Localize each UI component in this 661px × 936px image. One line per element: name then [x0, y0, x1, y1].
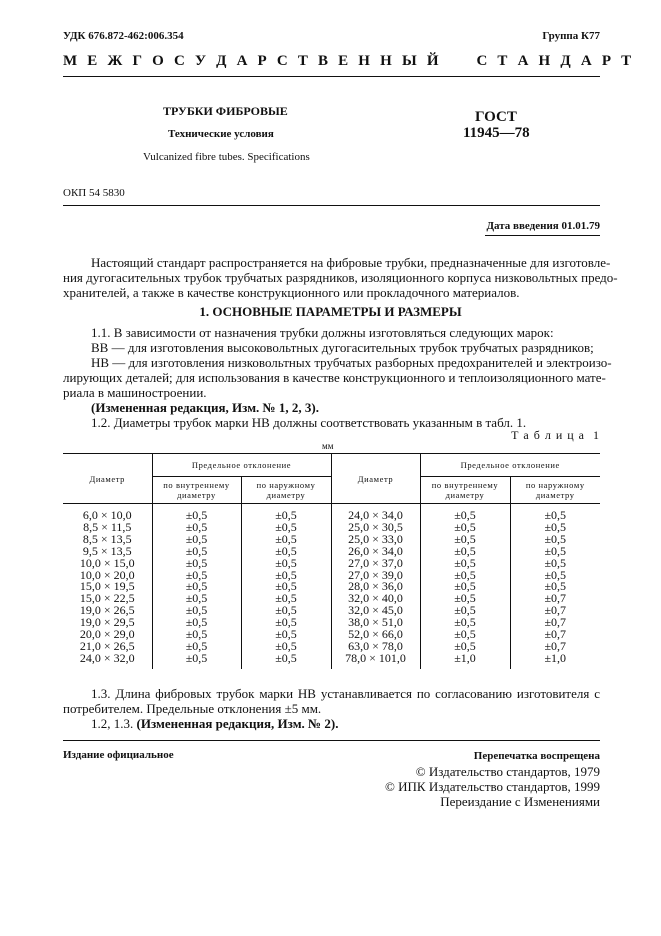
table-cell: ±0,5: [152, 629, 241, 641]
table-cell: ±0,5: [241, 605, 331, 617]
official-edition: Издание официальное: [63, 749, 174, 761]
reprint-notice: Перепечатка воспрещена: [473, 750, 600, 762]
header-inner-right: по внутреннему диаметру: [420, 477, 510, 504]
date-introduction: [486, 220, 600, 232]
table-cell: ±0,7: [510, 641, 600, 653]
header-deviation-left: Предельное отклонение: [152, 454, 331, 477]
table-row: [63, 605, 600, 617]
table-cell: ±0,5: [152, 504, 241, 522]
table-cell: 20,0 × 29,0: [63, 629, 152, 641]
table-cell: 78,0 × 101,0: [331, 653, 420, 669]
table-cell: ±0,5: [420, 617, 510, 629]
table-cell: 25,0 × 33,0: [331, 534, 420, 546]
header-diameter-right: Диаметр: [331, 454, 420, 504]
table-cell: ±0,5: [420, 581, 510, 593]
table-cell: 24,0 × 34,0: [331, 504, 420, 522]
table-cell: ±0,5: [241, 617, 331, 629]
table-row: [63, 570, 600, 582]
table-row: [63, 629, 600, 641]
table-cell: ±0,5: [420, 629, 510, 641]
table-cell: 10,0 × 20,0: [63, 570, 152, 582]
table-cell: ±0,5: [420, 570, 510, 582]
table-row: [63, 534, 600, 546]
group-code: Группа К77: [542, 30, 600, 42]
table-cell: 10,0 × 15,0: [63, 558, 152, 570]
table-cell: ±0,5: [152, 570, 241, 582]
table-cell: ±0,5: [241, 629, 331, 641]
nv-line-2: лирующих деталей; для использования в качестве конструкционного и теплоизоляционного мате-: [63, 370, 606, 385]
edit-note-2-text: (Измененная редакция, Изм. № 2).: [136, 716, 339, 731]
header-outer-right: по наружному диаметру: [510, 477, 600, 504]
table-cell: ±0,5: [420, 504, 510, 522]
copyright-1979: © Издательство стандартов, 1979: [415, 764, 600, 779]
table-cell: 19,0 × 29,5: [63, 617, 152, 629]
table-cell: ±0,5: [152, 653, 241, 669]
edit-note-1: (Измененная редакция, Изм. № 1, 2, 3).: [91, 400, 319, 415]
header-deviation-right: Предельное отклонение: [420, 454, 600, 477]
table-cell: ±0,5: [241, 570, 331, 582]
table-cell: ±0,5: [510, 534, 600, 546]
okp-code: ОКП 54 5830: [63, 187, 125, 199]
date-intro-label: Дата введения: [486, 220, 559, 232]
table-cell: 52,0 × 66,0: [331, 629, 420, 641]
table-1: [63, 453, 600, 669]
header-outer-left: по наружному диаметру: [241, 477, 331, 504]
table-cell: ±0,5: [152, 522, 241, 534]
table-cell: 32,0 × 40,0: [331, 593, 420, 605]
table-cell: ±0,5: [510, 558, 600, 570]
table-cell: ±0,5: [241, 641, 331, 653]
date-rule: [485, 235, 600, 236]
table-cell: ±0,5: [420, 546, 510, 558]
table-row: [63, 653, 600, 669]
table-caption: Т а б л и ц а 1: [511, 428, 600, 442]
table-cell: 8,5 × 13,5: [63, 534, 152, 546]
table-unit: мм: [322, 441, 334, 451]
table-cell: ±0,7: [510, 593, 600, 605]
para-1-3-line-2: потребителем. Предельные отклонения ±5 мм.: [63, 701, 322, 716]
header-inner-left: по внутреннему диаметру: [152, 477, 241, 504]
table-cell: ±0,7: [510, 617, 600, 629]
table-cell: ±0,5: [510, 570, 600, 582]
table-row: [63, 581, 600, 593]
para-1-2: 1.2. Диаметры трубок марки НВ должны соответствовать указанным в табл. 1.: [91, 415, 527, 430]
table-cell: 27,0 × 37,0: [331, 558, 420, 570]
table-cell: ±0,5: [152, 534, 241, 546]
table-row: [63, 641, 600, 653]
table-cell: ±0,5: [152, 617, 241, 629]
table-cell: 19,0 × 26,5: [63, 605, 152, 617]
english-title: Vulcanized fibre tubes. Specifications: [143, 151, 310, 163]
table-cell: 38,0 × 51,0: [331, 617, 420, 629]
intro-line-1: Настоящий стандарт распространяется на фибровые трубки, предназначенные для изготовле-: [91, 255, 611, 270]
intro-line-2: ния дугогасительных трубок трубчатых разрядников, изоляционного корпуса низковольтных предо-: [63, 270, 618, 285]
okp-rule: [63, 205, 600, 206]
intro-line-3: хранителей, а также в качестве конструкционного или прокладочного материалов.: [63, 285, 520, 300]
table-cell: ±0,5: [241, 534, 331, 546]
table-row: [63, 617, 600, 629]
para-1-3-line-1: 1.3. Длина фибровых трубок марки НВ устанавливается по согласованию изготовителя с: [91, 686, 600, 701]
bv-line: ВВ — для изготовления высоковольтных дугогасительных трубок трубчатых разрядников;: [91, 340, 594, 355]
table-cell: ±0,5: [241, 522, 331, 534]
nv-line-3: риала в машиностроении.: [63, 385, 207, 400]
table-cell: ±1,0: [510, 653, 600, 669]
table-cell: ±0,5: [241, 504, 331, 522]
table-cell: ±0,5: [152, 641, 241, 653]
document-title: ТРУБКИ ФИБРОВЫЕ: [163, 104, 288, 118]
table-cell: ±0,5: [152, 605, 241, 617]
table-cell: ±0,5: [241, 546, 331, 558]
edit-note-2-prefix: 1.2, 1.3.: [91, 716, 134, 731]
table-cell: 26,0 × 34,0: [331, 546, 420, 558]
table-cell: ±0,5: [420, 605, 510, 617]
section-1-title: 1. ОСНОВНЫЕ ПАРАМЕТРЫ И РАЗМЕРЫ: [199, 304, 462, 319]
table-cell: ±0,5: [241, 581, 331, 593]
footer-rule: [63, 740, 600, 741]
table-cell: 9,5 × 13,5: [63, 546, 152, 558]
table-cell: 15,0 × 19,5: [63, 581, 152, 593]
table-cell: ±0,5: [420, 522, 510, 534]
table-row: [63, 504, 600, 522]
interstate-standard-banner: М Е Ж Г О С У Д А Р С Т В Е Н Н Ы Й С Т А Н Д А Р Т: [63, 53, 635, 69]
table-cell: 28,0 × 36,0: [331, 581, 420, 593]
table-cell: ±0,5: [420, 534, 510, 546]
table-cell: 32,0 × 45,0: [331, 605, 420, 617]
nv-line-1: НВ — для изготовления низковольтных трубчатых разборных предохранителей и электроизо-: [91, 355, 612, 370]
table-cell: ±0,5: [420, 593, 510, 605]
table-cell: 25,0 × 30,5: [331, 522, 420, 534]
edit-note-2: [91, 716, 338, 732]
header-diameter-left: Диаметр: [63, 454, 152, 504]
table-cell: ±0,5: [420, 558, 510, 570]
table-cell: 27,0 × 39,0: [331, 570, 420, 582]
table-cell: ±0,5: [152, 593, 241, 605]
table-cell: ±0,5: [510, 546, 600, 558]
table-cell: ±0,5: [510, 522, 600, 534]
table-cell: ±0,5: [510, 581, 600, 593]
table-cell: ±0,5: [241, 558, 331, 570]
table-row: [63, 558, 600, 570]
table-cell: 8,5 × 11,5: [63, 522, 152, 534]
table-row: [63, 593, 600, 605]
table-cell: 21,0 × 26,5: [63, 641, 152, 653]
table-cell: 15,0 × 22,5: [63, 593, 152, 605]
table-cell: ±1,0: [420, 653, 510, 669]
table-row: [63, 522, 600, 534]
table-cell: ±0,7: [510, 629, 600, 641]
gost-label: ГОСТ: [475, 109, 517, 125]
copyright-1999: © ИПК Издательство стандартов, 1999: [385, 779, 600, 794]
table-row: [63, 546, 600, 558]
table-cell: ±0,7: [510, 605, 600, 617]
table-cell: ±0,5: [241, 653, 331, 669]
table-cell: ±0,5: [510, 504, 600, 522]
table-cell: ±0,5: [152, 546, 241, 558]
date-intro-value: 01.01.79: [561, 220, 600, 232]
header-rule: [63, 76, 600, 77]
gost-number: 11945—78: [463, 125, 530, 141]
table-cell: ±0,5: [420, 641, 510, 653]
table-cell: 6,0 × 10,0: [63, 504, 152, 522]
table-cell: 24,0 × 32,0: [63, 653, 152, 669]
table-cell: ±0,5: [241, 593, 331, 605]
reissue-notice: Переиздание с Изменениями: [440, 794, 600, 809]
table-cell: ±0,5: [152, 558, 241, 570]
para-1-1: 1.1. В зависимости от назначения трубки должны изготовляться следующих марок:: [91, 325, 554, 340]
udk-code: УДК 676.872-462:006.354: [63, 30, 184, 42]
table-cell: ±0,5: [152, 581, 241, 593]
document-subtitle: Технические условия: [168, 128, 274, 140]
table-cell: 63,0 × 78,0: [331, 641, 420, 653]
